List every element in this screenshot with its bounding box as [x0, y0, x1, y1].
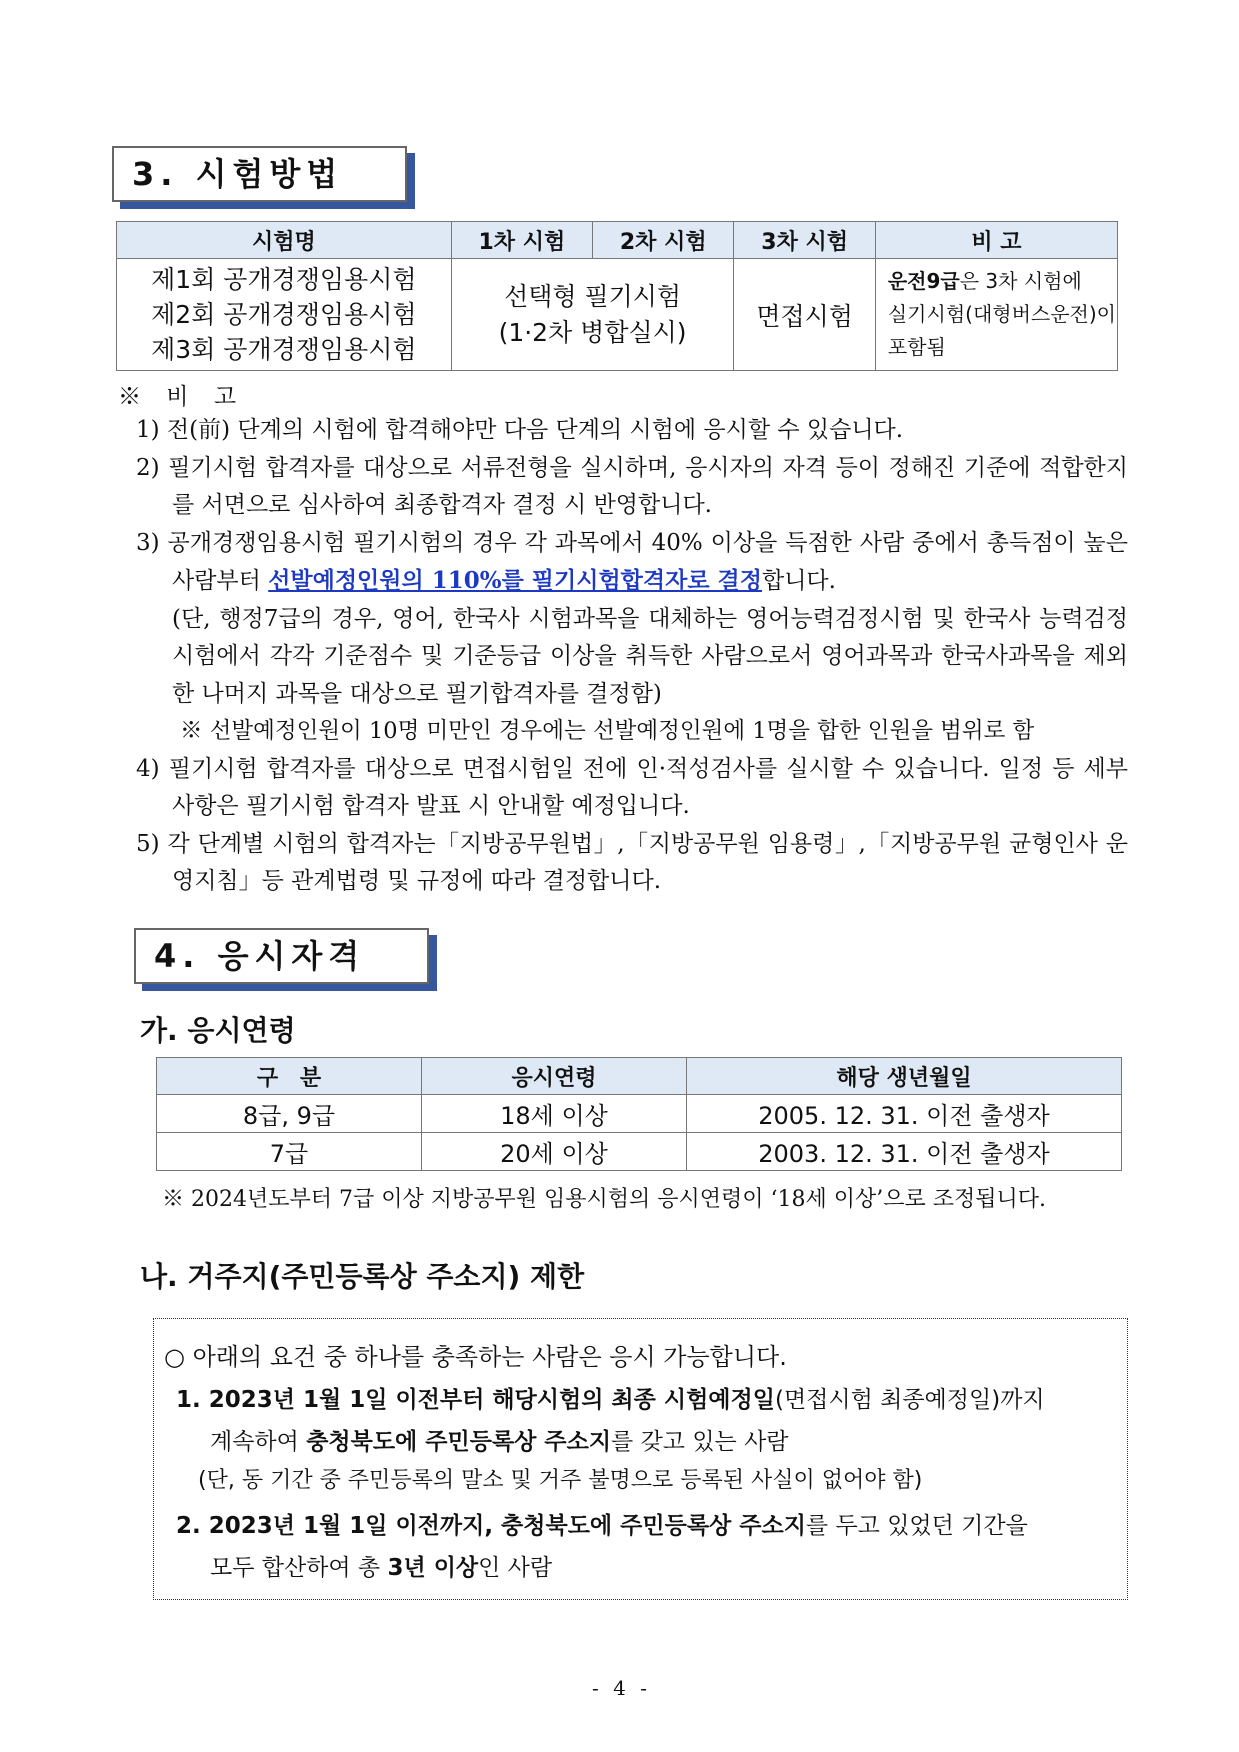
item2-l2-pre: 모두 합산하여 총 — [210, 1555, 388, 1581]
note-5: 5) 각 단계별 시험의 합격자는「지방공무원법」,「지방공무원 임용령」,「지방공무원 균형인사 운영지침」등 관계법령 및 규정에 따라 결정합니다. — [136, 830, 1128, 894]
item2-l2-post: 인 사람 — [478, 1555, 553, 1581]
exam-name: 제3회 공개경쟁임용시험 — [151, 335, 417, 364]
header-stage3: 3차 시험 — [734, 222, 875, 259]
header-age: 응시연령 — [422, 1058, 687, 1095]
section3-title: 3. 시험방법 — [112, 146, 407, 202]
remark-line1 — [888, 265, 1116, 298]
stage12-cell — [451, 259, 734, 371]
table-row — [117, 259, 1118, 371]
note-4: 4) 필기시험 합격자를 대상으로 면접시험일 전에 인·적성검사를 실시할 수 있습니다. 일정 등 세부사항은 필기시험 합격자 발표 시 안내할 예정입니다. — [136, 755, 1128, 819]
exam-name: 제1회 공개경쟁임용시험 — [151, 265, 417, 294]
stage12-line2: (1·2차 병합실시) — [498, 317, 687, 347]
table-header-row — [117, 222, 1118, 259]
header-stage2: 2차 시험 — [593, 222, 734, 259]
item1-l2-post: 를 갖고 있는 사람 — [611, 1429, 789, 1455]
item1-l2-bold: 충청북도에 주민등록상 주소지 — [306, 1429, 612, 1455]
remark-bold: 운전9급 — [887, 269, 960, 293]
grade-cell: 8급, 9급 — [157, 1095, 422, 1133]
box-item2-line2 — [210, 1549, 552, 1582]
note-3 — [136, 525, 1128, 601]
table-row — [157, 1095, 1122, 1133]
header-stage1: 1차 시험 — [451, 222, 592, 259]
remark-line2: 실기시험(대형버스운전)이 — [887, 302, 1116, 326]
item2-rest: 를 두고 있었던 기간을 — [805, 1513, 1028, 1539]
sub-heading-residence: 나. 거주지(주민등록상 주소지) 제한 — [140, 1260, 585, 1293]
header-remark: 비 고 — [875, 222, 1117, 259]
exam-names-cell — [117, 259, 452, 371]
exam-method-table — [116, 221, 1118, 371]
note-3-paren: (단, 행정7급의 경우, 영어, 한국사 시험과목을 대체하는 영어능력검정시험 및 한국사 능력검정시험에서 각각 기준점수 및 기준등급 이상을 취득한 사람으로서 영어과목과 한국사과목을 제외한 나머지 과목을 대상으로 필기합격자를 결정함) — [172, 605, 1128, 707]
note-2: 2) 필기시험 합격자를 대상으로 서류전형을 실시하며, 응시자의 자격 등이 정해진 기준에 적합한지를 서면으로 심사하여 최종합격자 결정 시 반영합니다. — [136, 454, 1128, 518]
remark-rest: 은 3차 시험에 — [959, 269, 1082, 293]
residence-requirements-box — [153, 1318, 1128, 1600]
stage12-line1: 선택형 필기시험 — [504, 281, 682, 311]
header-birthdate: 해당 생년월일 — [687, 1058, 1122, 1095]
notes-list — [136, 412, 1128, 901]
age-cell: 20세 이상 — [422, 1133, 687, 1171]
remark-line3: 포함됨 — [887, 335, 946, 359]
item1-rest: (면접시험 최종예정일)까지 — [774, 1387, 1045, 1413]
note-3-highlight: 선발예정인원의 110%를 필기시험합격자로 결정 — [268, 567, 762, 594]
header-exam-name: 시험명 — [117, 222, 452, 259]
item1-l2-pre: 계속하여 — [210, 1429, 307, 1455]
box-intro: ○ 아래의 요건 중 하나를 충족하는 사람은 응시 가능합니다. — [164, 1343, 787, 1371]
item2-l2-bold: 3년 이상 — [387, 1555, 479, 1581]
note-3-post: 합니다. — [762, 568, 836, 594]
birthdate-cell: 2005. 12. 31. 이전 출생자 — [687, 1095, 1122, 1133]
box-item1-line3: (단, 동 기간 중 주민등록의 말소 및 거주 불명으로 등록된 사실이 없어야 함) — [198, 1468, 923, 1493]
box-item1-line1 — [176, 1381, 1045, 1414]
remark-cell — [875, 259, 1117, 371]
stage3-cell: 면접시험 — [734, 259, 875, 371]
box-item1-line2 — [210, 1423, 789, 1456]
exam-name: 제2회 공개경쟁임용시험 — [151, 300, 417, 329]
age-cell: 18세 이상 — [422, 1095, 687, 1133]
table-row — [157, 1133, 1122, 1171]
section4-title: 4. 응시자격 — [134, 928, 429, 984]
notes-title: ※ 비 고 — [118, 384, 239, 410]
note-1: 1) 전(前) 단계의 시험에 합격해야만 다음 단계의 시험에 응시할 수 있습니다. — [136, 417, 904, 443]
box-item2-line1 — [176, 1507, 1028, 1540]
note-3-pre: 3) 공개경쟁임용시험 필기시험의 경우 각 과목에서 40% 이상을 득점한 사람 중에서 총득점이 높은 사람부터 — [136, 529, 1128, 594]
note-3-sub: ※ 선발예정인원이 10명 미만인 경우에는 선발예정인원에 1명을 합한 인원을 범위로 함 — [180, 718, 1035, 744]
table-header-row — [157, 1058, 1122, 1095]
page-number: - 4 - — [592, 1676, 647, 1700]
sub-heading-age: 가. 응시연령 — [140, 1014, 296, 1047]
age-table — [156, 1057, 1122, 1171]
item1-bold: 1. 2023년 1월 1일 이전부터 해당시험의 최종 시험예정일 — [176, 1387, 775, 1413]
grade-cell: 7급 — [157, 1133, 422, 1171]
header-category: 구 분 — [157, 1058, 422, 1095]
item2-bold: 2. 2023년 1월 1일 이전까지, 충청북도에 주민등록상 주소지 — [176, 1513, 806, 1539]
age-note: ※ 2024년도부터 7급 이상 지방공무원 임용시험의 응시연령이 ‘18세 이상’으로 조정됩니다. — [162, 1187, 1046, 1212]
birthdate-cell: 2003. 12. 31. 이전 출생자 — [687, 1133, 1122, 1171]
